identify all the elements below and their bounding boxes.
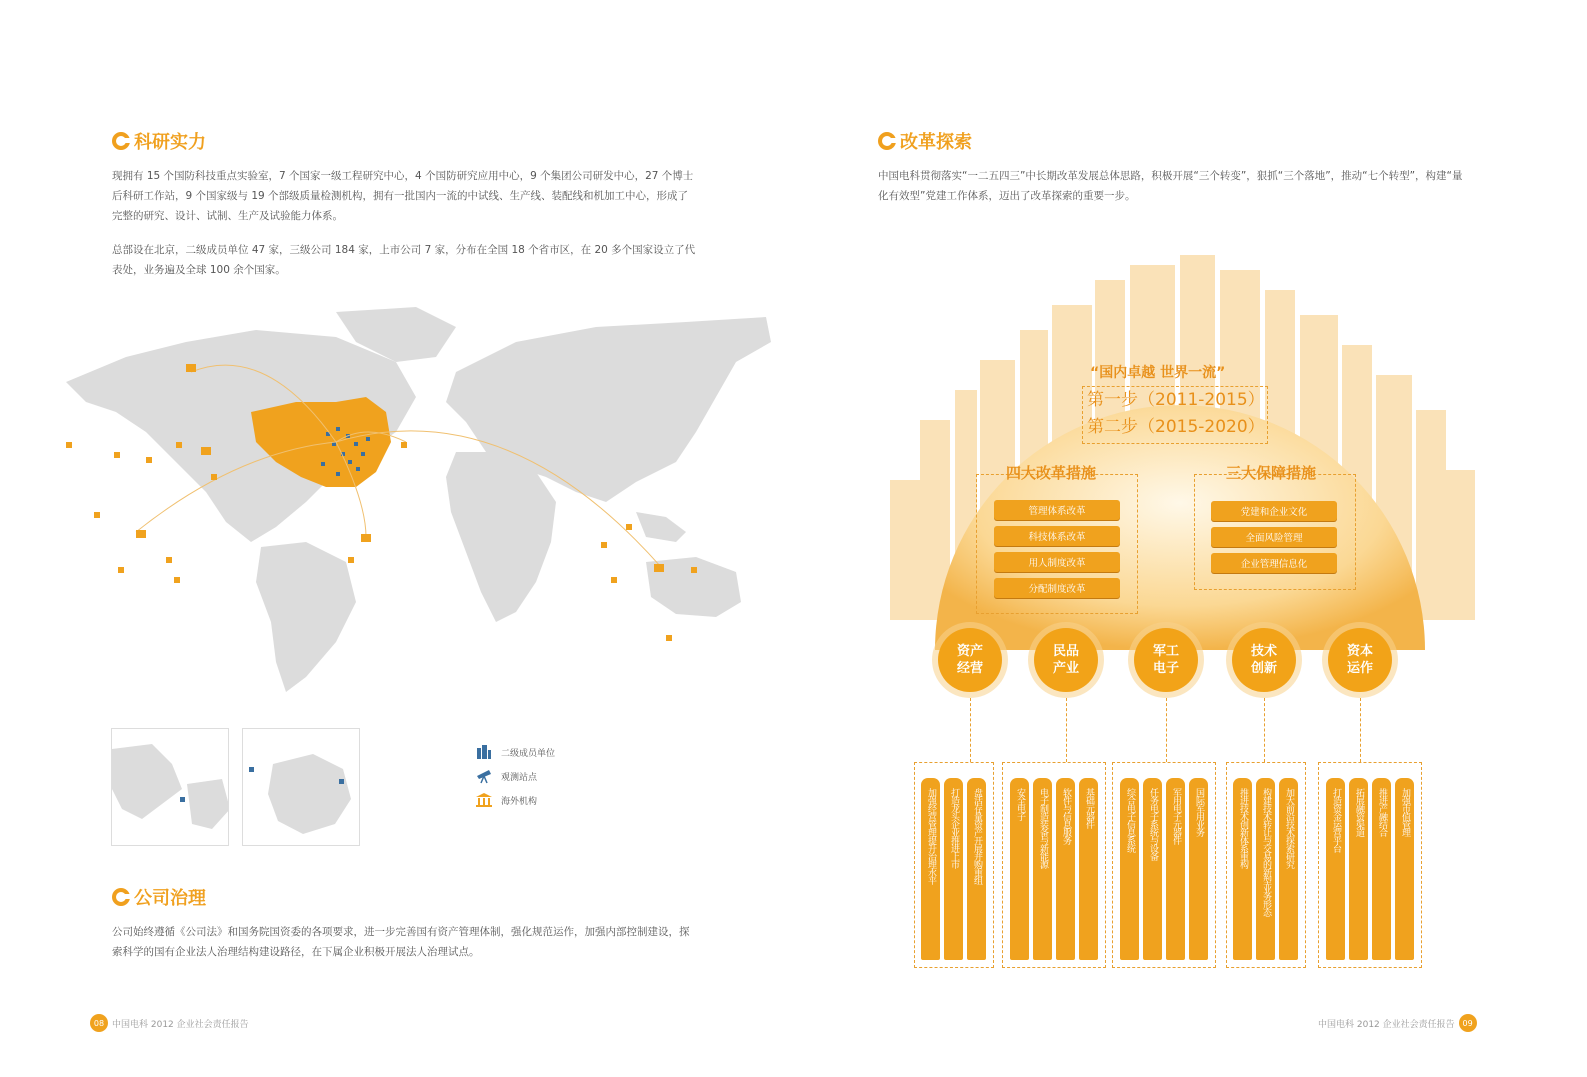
connector-line (1066, 698, 1067, 762)
connector-line (1360, 698, 1361, 762)
reform-paragraph: 中国电科贯彻落实“一二五四三”中长期改革发展总体思路，积极开展“三个转变”，狠抓“三个落地”，推动“七个转型”，构建“量化有效型”党建工作体系，迈出了改革探索的重要一步。 (878, 170, 1463, 202)
step-2: 第二步（2015-2020） (1087, 417, 1265, 437)
south-china-sea-inset (111, 728, 229, 846)
ring-icon (112, 132, 130, 150)
pillar-capital-operation: 资本 运作 (1328, 628, 1392, 692)
connector-line (1166, 698, 1167, 762)
research-section-title (112, 128, 206, 154)
pillar-item: 基础元器件 (1079, 778, 1098, 960)
pillar-item: 加大前沿技术探索研究 (1279, 778, 1298, 960)
governance-section-title (112, 884, 206, 910)
research-title-text: 科研实力 (134, 132, 206, 153)
research-paragraph-2: 总部设在北京，二级成员单位 47 家，三级公司 184 家，上市公司 7 家，分布在全国 18 个省市区，在 20 多个国家设立了代表处，业务遍及全球 100 余个国家。 (112, 244, 696, 276)
research-paragraph-1: 现拥有 15 个国防科技重点实验室，7 个国家一级工程研究中心，4 个国防研究应用中心，9 个集团公司研发中心，27 个博士后科研工作站，9 个国家级与 19 个部级质量检测机构，拥有一批国内一流的中试线、生产线、装配线和机加工中心，形成了完整的研究、设计、试制、生产及试验能力体系。 (112, 170, 694, 222)
southeast-asia-islands (636, 512, 686, 542)
legend-row (475, 764, 555, 788)
reform-item: 科技体系改革 (994, 526, 1120, 546)
page-number: 08 (90, 1014, 108, 1032)
reform-item: 管理体系改革 (994, 500, 1120, 520)
reform-item: 分配制度改革 (994, 578, 1120, 598)
legend-row (475, 740, 555, 764)
building-icon (475, 744, 493, 760)
reform-title-text: 改革探索 (900, 132, 972, 153)
pillar-item: 安全电子 (1010, 778, 1029, 960)
steps-box (1082, 386, 1268, 444)
pillar-item: 电子制造装备与新能源 (1033, 778, 1052, 960)
ring-icon (878, 132, 896, 150)
slogan: “国内卓越 世界一流” (1090, 365, 1226, 381)
pillar-item: 国际军用业务 (1189, 778, 1208, 960)
pillar-tech-innovation: 技术 创新 (1232, 628, 1296, 692)
pillar-item: 任务电子系统与设备 (1143, 778, 1162, 960)
pillar-item: 打造资金运营平台 (1326, 778, 1345, 960)
telescope-icon (475, 768, 493, 784)
footer-text: 中国电科 2012 企业社会责任报告 (1318, 1019, 1455, 1030)
institution-icon (475, 792, 493, 808)
reform-section-title (878, 128, 972, 154)
skyline-backdrop (880, 250, 1480, 670)
pillar-military-electronics: 军工 电子 (1134, 628, 1198, 692)
three-guarantees-title: 三大保障措施 (1226, 464, 1317, 482)
antarctica-inset (242, 728, 360, 846)
pillar-item: 军用电子元器件 (1166, 778, 1185, 960)
pillar-item: 加强市值管理 (1395, 778, 1414, 960)
pillar-item: 综合电子信息系统 (1120, 778, 1139, 960)
pillar-item: 构建技术转让与交易的新型业务形态 (1256, 778, 1275, 960)
left-footer (90, 1014, 249, 1032)
legend-label: 观测站点 (501, 772, 538, 783)
world-map (36, 302, 776, 697)
pillar-item: 推进产融结合 (1372, 778, 1391, 960)
governance-title-text: 公司治理 (134, 888, 206, 909)
footer-text: 中国电科 2012 企业社会责任报告 (112, 1019, 249, 1030)
connector-line (970, 698, 971, 762)
africa-landmass (446, 452, 556, 622)
guarantee-item: 党建和企业文化 (1211, 501, 1337, 521)
governance-paragraph: 公司始终遵循《公司法》和国务院国资委的各项要求，进一步完善国有资产管理体制，强化规范运作，加强内部控制建设，探索科学的国有企业法人治理结构建设路径，在下属企业积极开展法人治理试点。 (112, 926, 690, 958)
guarantee-item: 企业管理信息化 (1211, 553, 1337, 573)
legend-label: 海外机构 (501, 796, 538, 807)
pillar-civil-industry: 民品 产业 (1034, 628, 1098, 692)
south-america-landmass (256, 542, 356, 692)
pillar-item: 加强经营管理提升治理水平 (921, 778, 940, 960)
legend-label: 二级成员单位 (501, 748, 556, 759)
pillar-item: 盘活存量资产开展并购重组 (967, 778, 986, 960)
guarantee-item: 全面风险管理 (1211, 527, 1337, 547)
pillar-item: 软件与信息服务 (1056, 778, 1075, 960)
map-legend (475, 740, 555, 812)
pillar-item: 推进技术创新体系重构 (1233, 778, 1252, 960)
right-footer (1318, 1014, 1477, 1032)
four-reforms-title: 四大改革措施 (1006, 464, 1097, 482)
connector-line (1264, 698, 1265, 762)
ring-icon (112, 888, 130, 906)
step-1: 第一步（2011-2015） (1087, 390, 1265, 410)
pillar-item: 打造龙头企业推进上市 (944, 778, 963, 960)
reform-item: 用人制度改革 (994, 552, 1120, 572)
page-number: 09 (1459, 1014, 1477, 1032)
legend-row (475, 788, 555, 812)
pillar-asset-operation: 资产 经营 (938, 628, 1002, 692)
pillar-item: 拓展融资渠道 (1349, 778, 1368, 960)
